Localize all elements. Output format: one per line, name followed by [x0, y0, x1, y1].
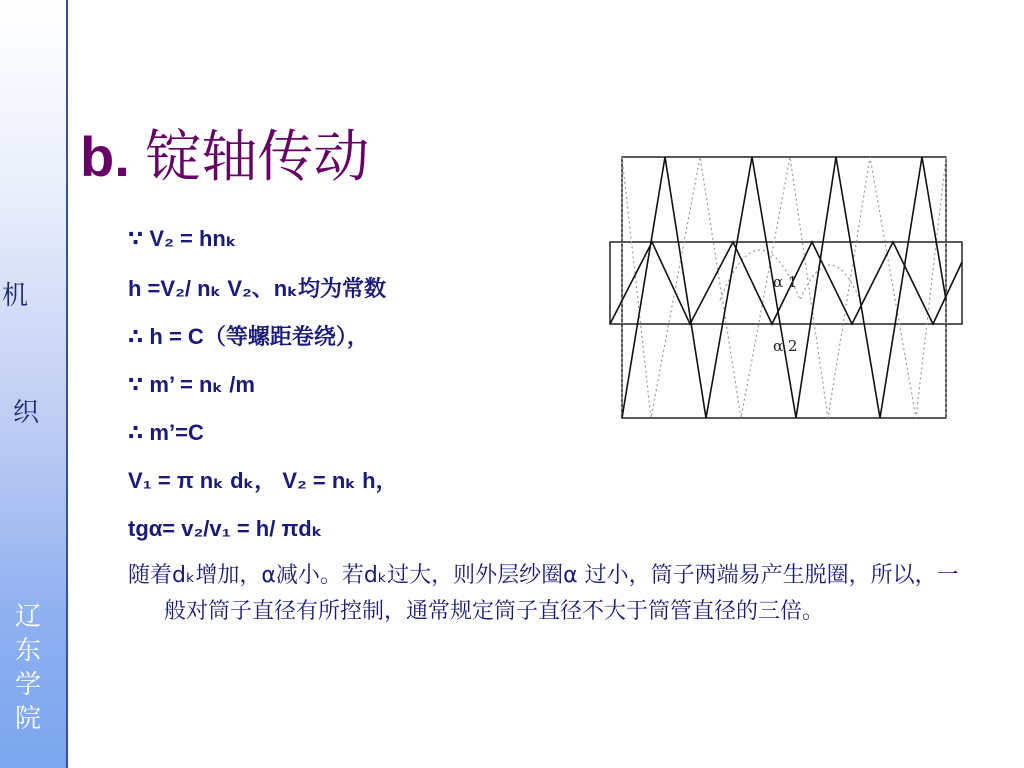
formula-line: tgα= v₂/v₁ = h/ πdₖ: [128, 516, 323, 541]
label-alpha1: α 1: [773, 273, 798, 291]
sidebar: [0, 0, 68, 768]
title-text: 锭轴传动: [145, 125, 370, 190]
winding-diagram: [605, 150, 965, 425]
formula-line: ∵ m’ = nₖ /m: [128, 372, 255, 397]
school-char: 东: [14, 636, 41, 666]
formula-line: V₁ = π nₖ dₖ， V₂ = nₖ h，: [128, 468, 398, 493]
sidebar-char-zhi: 织: [13, 398, 40, 428]
formula-line: ∵ V₂ = hnₖ: [128, 226, 237, 251]
formula-line: ∴ m’=C: [128, 420, 204, 445]
formula-line: ∴ h = C（等螺距卷绕），: [128, 324, 369, 349]
formula-line: h =V₂/ nₖ V₂、nₖ均为常数: [128, 276, 386, 301]
title-prefix: b.: [80, 125, 130, 188]
school-char: 辽: [14, 602, 41, 632]
slide-title: [80, 122, 369, 193]
label-alpha2: α 2: [773, 337, 798, 355]
sidebar-char-ji: 机: [2, 281, 29, 311]
school-char: 学: [14, 670, 41, 700]
school-char: 院: [14, 704, 41, 734]
school-name: [14, 600, 42, 736]
explanation-paragraph: 随着dₖ增加，α减小。若dₖ过大，则外层纱圈α 过小，筒子两端易产生脱圈，所以，一般对筒子直径有所控制，通常规定筒子直径不大于筒管直径的三倍。: [128, 563, 959, 624]
